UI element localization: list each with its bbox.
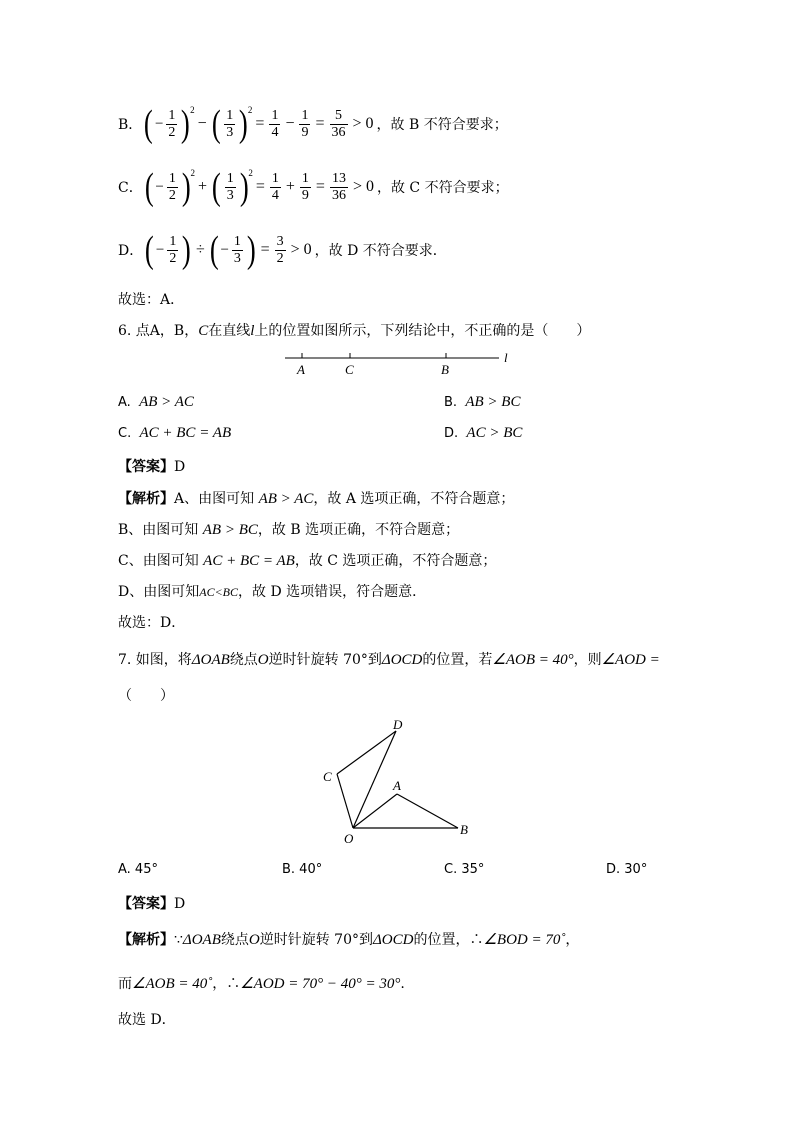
segment-oc <box>337 774 353 828</box>
vertex-label-d: D <box>393 717 403 732</box>
q7-option-a: A. 45° <box>118 862 158 877</box>
term-1: ( − $\frac{1}{2}$ ) 2 <box>144 103 195 145</box>
q7-analysis-line-2: 而∠AOB = 40˚，∴∠AOD = 70° − 40° = 30°. <box>118 976 405 992</box>
q7-analysis-line-1: 【解析】∵ΔOAB绕点O逆时针旋转 70°到ΔOCD的位置，∴∠BOD = 70˚， <box>118 932 580 948</box>
segment-od <box>353 731 396 828</box>
solution-line-b: B． ( − $\frac{1}{2}$ ) 2 − ( $\frac{1}{3}$ ) 2 = $\frac{1}{4}$ − $\frac{1}{9}$ = $\frac{5}{36}$ > 0 ，故 B 不符合要求； <box>118 103 508 145</box>
segment-ab <box>397 794 458 828</box>
q6-analysis-d: D、由图可知AC<BC，故 D 选项错误，符合题意． <box>118 584 427 600</box>
term-2: ( $\frac{1}{3}$ ) 2 <box>211 166 253 208</box>
q6-analysis-c: C、由图可知 AC + BC = AB，故 C 选项正确，不符合题意； <box>118 553 497 569</box>
point-label-c: C <box>345 362 354 377</box>
q7-choice: 故选 D． <box>118 1012 176 1028</box>
q7-option-d: D. 30° <box>606 862 648 877</box>
point-label-b: B <box>441 362 449 377</box>
q6-option-c: C. AC + BC = AB <box>118 425 232 441</box>
term-2: ( − $\frac{1}{3}$ ) <box>209 229 256 271</box>
vertex-label-o: O <box>344 831 354 846</box>
q7-answer: 【答案】D <box>118 896 186 912</box>
q6-analysis-b: B、由图可知 AB > BC，故 B 选项正确，不符合题意； <box>118 522 460 538</box>
line-label-l: l <box>504 350 508 365</box>
segment-cd <box>337 731 396 774</box>
vertex-label-a: A <box>393 778 401 793</box>
q6-choice: 故选：D． <box>118 615 186 631</box>
q6-option-a: A. AB > AC <box>118 394 194 410</box>
line-label: D． <box>118 243 144 259</box>
q6-analysis-a: 【解析】A、由图可知 AB > AC，故 A 选项正确，不符合题意； <box>118 491 515 507</box>
q6-option-d: D. AC > BC <box>444 425 523 441</box>
q7-option-c: C. 35° <box>444 862 485 877</box>
solution-line-c: C． ( − $\frac{1}{2}$ ) 2 + ( $\frac{1}{3}$ ) 2 = $\frac{1}{4}$ + $\frac{1}{9}$ = $\frac{13}{36}$ > 0 ，故 C 不符合要求； <box>118 166 509 208</box>
q6-line-figure <box>275 348 515 380</box>
q7-stem: 7. 如图，将ΔOAB绕点O逆时针旋转 70°到ΔOCD的位置，若∠AOB = 40°，则∠AOD = <box>118 652 660 668</box>
q6-stem: 6. 点A，B，C在直线l上的位置如图所示，下列结论中，不正确的是（ ） <box>118 323 591 339</box>
point-label-a: A <box>297 362 305 377</box>
term-1: ( − $\frac{1}{2}$ ) <box>145 229 192 271</box>
vertex-label-c: C <box>323 769 332 784</box>
line-label: C． <box>118 180 143 196</box>
segment-oa <box>353 794 397 828</box>
q7-paren: （ ） <box>118 688 174 704</box>
solution-line-d: D． ( − $\frac{1}{2}$ ) ÷ ( − $\frac{1}{3}$ ) = $\frac{3}{2}$ > 0 ，故 D 不符合要求． <box>118 229 447 271</box>
vertex-label-b: B <box>460 822 468 837</box>
q7-rotation-figure <box>310 712 485 847</box>
q7-option-b: B. 40° <box>282 862 323 877</box>
term-1: ( − $\frac{1}{2}$ ) 2 <box>144 166 195 208</box>
q6-option-b: B. AB > BC <box>444 394 521 410</box>
q6-answer: 【答案】D <box>118 459 186 475</box>
line-label: B． <box>118 117 143 133</box>
term-2: ( $\frac{1}{3}$ ) 2 <box>211 103 253 145</box>
prev-choice: 故选：A． <box>118 292 185 308</box>
